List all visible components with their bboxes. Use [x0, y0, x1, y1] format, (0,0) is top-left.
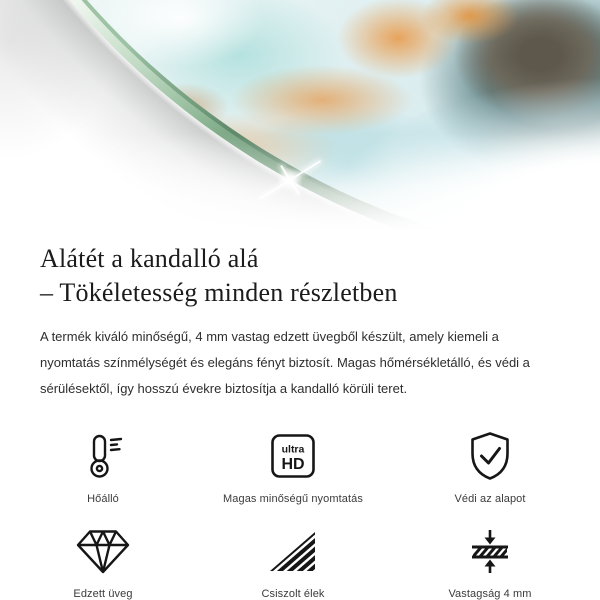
feature-tempered-glass: [28, 525, 178, 600]
feature-label: Magas minőségű nyomtatás: [223, 492, 363, 505]
page-title: [40, 242, 560, 310]
feature-grid: [28, 430, 572, 600]
ultra-hd-badge-icon: [269, 430, 317, 482]
feature-print-quality: [178, 430, 408, 505]
feature-heat-resistant: [28, 430, 178, 505]
ultra-text: ultra: [281, 443, 305, 456]
page-title-line1: Alátét a kandalló alá: [40, 244, 259, 273]
beveled-edge-icon: [269, 525, 317, 577]
product-description: A termék kiváló minőségű, 4 mm vastag edzett üvegből készült, amely kiemeli a nyomtatás színmélységét és elegáns fényt biztosít. Magas hőmérsékletálló, és védi a sérülésektől, így hosszú évekre biztosítja a kandalló körüli teret.: [40, 328, 530, 396]
diamond-icon: [74, 525, 132, 577]
hd-text: HD: [281, 455, 305, 473]
feature-label: Edzett üveg: [73, 587, 133, 600]
feature-protects-base: [408, 430, 572, 505]
feature-label: Védi az alapot: [454, 492, 526, 505]
product-photo: [0, 0, 600, 238]
feature-label: Csiszolt élek: [261, 587, 325, 600]
feature-label: Hőálló: [87, 492, 119, 505]
white-fade-overlay: [0, 0, 600, 238]
feature-polished-edges: [178, 525, 408, 600]
feature-thickness: [408, 525, 572, 600]
page-title-line2: – Tökéletesség minden részletben: [40, 277, 398, 307]
thickness-arrows-icon: [467, 525, 513, 577]
feature-label: Vastagság 4 mm: [448, 587, 532, 600]
shield-check-icon: [467, 430, 513, 482]
thermometer-icon: [81, 430, 125, 482]
